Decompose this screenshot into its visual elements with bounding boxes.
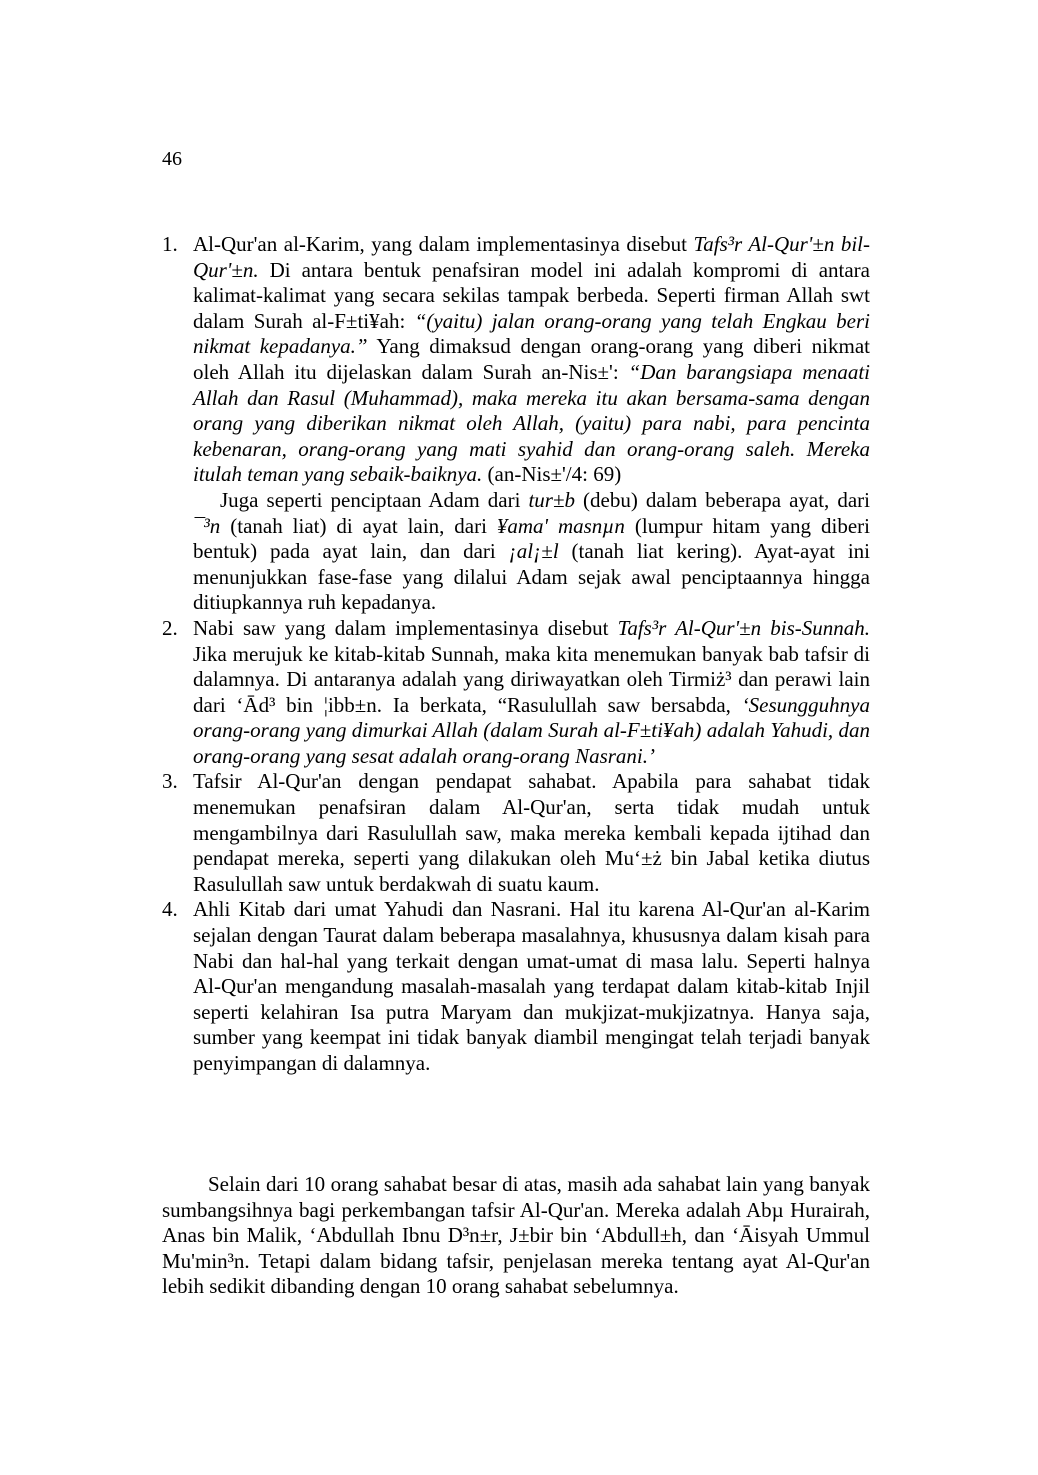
- text-run: Yang dimaksud dengan orang-orang yang diberi nikmat oleh Allah itu dijelaskan dalam Surah an-Nis±':: [193, 334, 870, 384]
- list-item-3: [162, 769, 870, 897]
- text-run: (an-Nis±'/4: 69): [482, 462, 622, 487]
- italic-term: ¥ama' masnµn: [496, 513, 625, 538]
- closing-paragraph: Selain dari 10 orang sahabat besar di atas, masih ada sahabat lain yang banyak sumbangsihnya bagi perkembangan tafsir Al-Qur'an. Mereka adalah Abµ Hurairah, Anas bin Malik, ‘Abdullah Ibnu D³n±r, J±bir bin ‘Abdull±h, dan ‘Āisyah Ummul Mu'min³n. Tetapi dalam bidang tafsir, penjelasan mereka tentang ayat Al-Qur'an lebih sedikit dibanding dengan 10 orang sahabat sebelumnya.: [162, 1172, 870, 1299]
- text-run: Jika merujuk ke kitab-kitab Sunnah, maka kita menemukan banyak bab tafsir di dalamnya. Di antaranya adalah yang diriwayatkan oleh Tirmiż³ dan perawi lain dari ‘Ād³ bin ¦ibb±n. Ia berkata, “Rasulullah saw bersabda,: [193, 641, 870, 717]
- italic-term: Tafs³r Al-Qur'±n bil-Qur'±n.: [193, 232, 870, 282]
- list-number: 1.: [162, 232, 178, 256]
- quotation: “Dan barangsiapa menaati Allah dan Rasul (Muhammad), maka mereka itu akan bersama-sama dengan orang yang diberikan nikmat oleh Allah, (yaitu) para nabi, para pencinta kebenaran, orang-orang yang mati syahid dan orang-orang saleh. Mereka itulah teman yang sebaik-baiknya.: [193, 359, 870, 487]
- item-3-paragraph: Tafsir Al-Qur'an dengan pendapat sahabat. Apabila para sahabat tidak menemukan penafsiran dalam Al-Qur'an, serta tidak mudah untuk mengambilnya dari Rasulullah saw, maka mereka kembali kepada ijtihad dan pendapat mereka, seperti yang dilakukan oleh Mu‘±ż bin Jabal ketika diutus Rasulullah saw untuk berdakwah di suatu kaum.: [193, 769, 870, 896]
- italic-term: ¡al¡±l: [508, 539, 559, 564]
- text-run: (debu) dalam beberapa ayat, dari: [575, 487, 870, 512]
- text-run: (tanah liat kering). Ayat-ayat ini menunjukkan fase-fase yang dilalui Adam sejak awal penciptaannya hingga ditiupkannya ruh kepadanya.: [193, 539, 870, 615]
- list-number: 2.: [162, 615, 178, 640]
- quotation: “(yaitu) jalan orang-orang yang telah Engkau beri nikmat kepadanya.”: [193, 308, 870, 359]
- text-run: Di antara bentuk penafsiran model ini adalah kompromi di antara kalimat-kalimat yang secara sekilas tampak berbeda. Seperti firman Allah swt dalam Surah al-F±ti¥ah:: [193, 257, 870, 333]
- item-4-paragraph: Ahli Kitab dari umat Yahudi dan Nasrani. Hal itu karena Al-Qur'an al-Karim sejalan dengan Taurat dalam beberapa masalahnya, khususnya dalam kisah para Nabi dan hal-hal yang terkait dengan umat-umat di masa lalu. Seperti halnya Al-Qur'an mengandung masalah-masalah yang terdapat dalam kitab-kitab Injil seperti kelahiran Isa putra Maryam dan mukjizat-mukjizatnya. Hanya saja, sumber yang keempat ini tidak banyak diambil mengingat telah terjadi banyak penyimpangan di dalamnya.: [193, 897, 870, 1075]
- list-item-4: [162, 897, 870, 1076]
- italic-term: Tafs³r Al-Qur'±n bis-Sunnah.: [617, 615, 870, 640]
- quotation: ‘Sesungguhnya orang-orang yang dimurkai Allah (dalam Surah al-F±ti¥ah) adalah Yahudi, dan orang-orang yang sesat adalah orang-orang Nasrani.’: [193, 692, 870, 768]
- item-2-paragraph: [193, 616, 870, 770]
- numbered-list: [162, 232, 870, 1077]
- italic-term: ¯³n: [193, 513, 221, 538]
- text-run: (lumpur hitam yang diberi bentuk) pada ayat lain, dan dari: [193, 513, 870, 564]
- list-number: 3.: [162, 769, 178, 794]
- text-run: Juga seperti penciptaan Adam dari: [220, 487, 529, 512]
- list-number: 4.: [162, 897, 178, 922]
- italic-term: tur±b: [528, 487, 575, 512]
- item-1-paragraph-2: [193, 488, 870, 616]
- item-1-paragraph-1: [193, 232, 870, 488]
- list-item-2: [162, 616, 870, 770]
- list-item-1: [162, 232, 870, 616]
- text-run: Nabi saw yang dalam implementasinya disebut: [193, 615, 618, 640]
- text-run: Al-Qur'an al-Karim, yang dalam implementasinya disebut: [193, 232, 694, 256]
- text-run: (tanah liat) di ayat lain, dari: [220, 513, 497, 538]
- page-number: 46: [162, 148, 182, 170]
